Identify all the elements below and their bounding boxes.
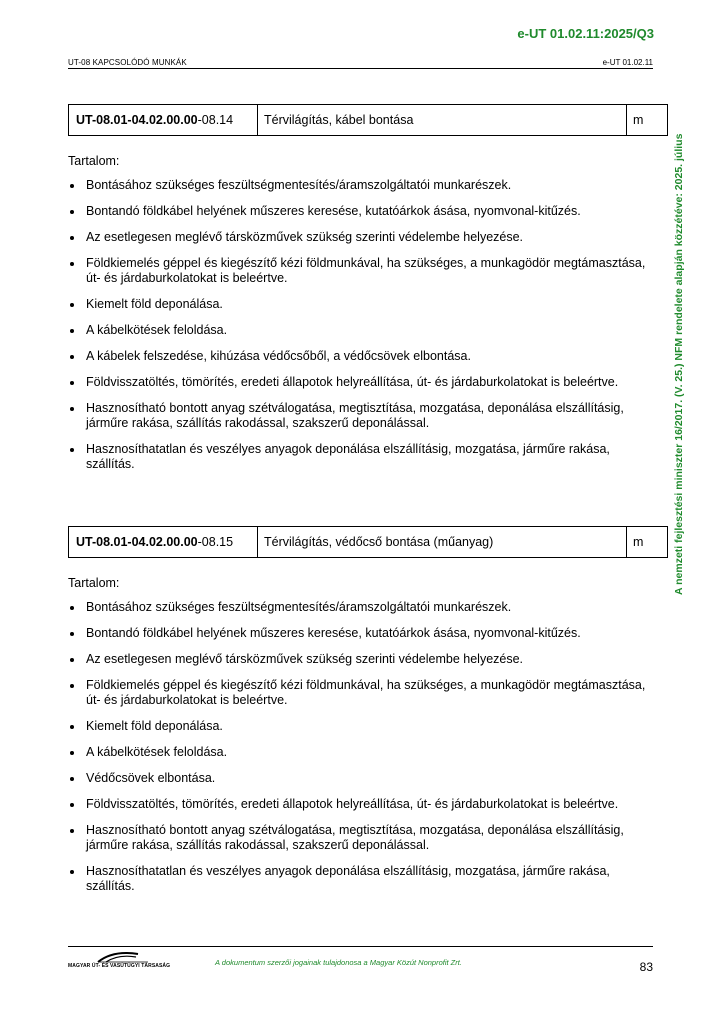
item-code: [69, 105, 258, 135]
item-content: [68, 576, 653, 905]
item-header-box: [68, 526, 668, 558]
list-item: Bontandó földkábel helyének műszeres keresése, kutatóárkok ásása, nyomvonal-kitűzés.: [68, 204, 653, 219]
content-label: Tartalom:: [68, 154, 120, 168]
list-item: Földkiemelés géppel és kiegészítő kézi földmunkával, ha szükséges, a munkagödör megtámasztása, út- és járdaburkolatokat is beleértve.: [68, 678, 653, 708]
content-label: Tartalom:: [68, 576, 120, 590]
running-header-left: UT-08 KAPCSOLÓDÓ MUNKÁK: [68, 58, 187, 67]
item-unit: m: [633, 113, 644, 127]
content-list: [68, 600, 653, 894]
running-header-right: e-UT 01.02.11: [602, 58, 653, 67]
item-header-box: [68, 104, 668, 136]
list-item: Hasznosítható bontott anyag szétválogatása, megtisztítása, mozgatása, deponálása elszállításig, járműre rakása, szállítás rakodással, szakszerű deponálással.: [68, 401, 653, 431]
list-item: A kábelkötések feloldása.: [68, 323, 653, 338]
list-item: A kábelek felszedése, kihúzása védőcsőből, a védőcsövek elbontása.: [68, 349, 653, 364]
content-list: [68, 178, 653, 472]
document-code: e-UT 01.02.11:2025/Q3: [517, 26, 654, 41]
item-content: [68, 154, 653, 483]
item-code-suffix: -08.15: [197, 535, 234, 549]
list-item: Az esetlegesen meglévő társközművek szükség szerinti védelembe helyezése.: [68, 230, 653, 245]
logo-swoosh-icon: [68, 950, 168, 964]
item-unit: m: [633, 535, 644, 549]
list-item: Kiemelt föld deponálása.: [68, 719, 653, 734]
list-item: Hasznosítható bontott anyag szétválogatása, megtisztítása, mozgatása, deponálása elszállításig, járműre rakása, szállítás rakodással, szakszerű deponálással.: [68, 823, 653, 853]
company-logo: [68, 950, 171, 972]
list-item: Hasznosíthatatlan és veszélyes anyagok deponálása elszállításig, mozgatása, járműre rakása, szállítás.: [68, 864, 653, 894]
page-number: 83: [639, 960, 653, 974]
list-item: Kiemelt föld deponálása.: [68, 297, 653, 312]
list-item: Földvisszatöltés, tömörítés, eredeti állapotok helyreállítása, út- és járdaburkolatokat is beleértve.: [68, 797, 653, 812]
item-code: [69, 527, 258, 557]
list-item: Az esetlegesen meglévő társközművek szükség szerinti védelembe helyezése.: [68, 652, 653, 667]
footer-divider: [68, 946, 653, 947]
item-code-main: UT-08.01-04.02.00.00: [76, 113, 198, 127]
running-header: [68, 56, 653, 69]
list-item: Bontásához szükséges feszültségmentesítés/áramszolgáltatói munkarészek.: [68, 600, 653, 615]
publication-side-note: A nemzeti fejlesztési miniszter 16/2017. (V. 25.) NFM rendelete alapján közzétéve: 2025. július: [673, 133, 685, 596]
item-title: Térvilágítás, kábel bontása: [258, 105, 627, 135]
list-item: Hasznosíthatatlan és veszélyes anyagok deponálása elszállításig, mozgatása, járműre rakása, szállítás.: [68, 442, 653, 472]
list-item: A kábelkötések feloldása.: [68, 745, 653, 760]
list-item: Védőcsövek elbontása.: [68, 771, 653, 786]
list-item: Bontásához szükséges feszültségmentesítés/áramszolgáltatói munkarészek.: [68, 178, 653, 193]
item-code-main: UT-08.01-04.02.00.00: [76, 535, 198, 549]
item-code-suffix: -08.14: [197, 113, 234, 127]
item-title: Térvilágítás, védőcső bontása (műanyag): [258, 527, 627, 557]
list-item: Földkiemelés géppel és kiegészítő kézi földmunkával, ha szükséges, a munkagödör megtámasztása, út- és járdaburkolatokat is beleértve.: [68, 256, 653, 286]
logo-text: MAGYAR ÚT- ÉS VASÚTÜGYI TÁRSASÁG: [68, 963, 171, 969]
list-item: Bontandó földkábel helyének műszeres keresése, kutatóárkok ásása, nyomvonal-kitűzés.: [68, 626, 653, 641]
list-item: Földvisszatöltés, tömörítés, eredeti állapotok helyreállítása, út- és járdaburkolatokat is beleértve.: [68, 375, 653, 390]
copyright-notice: A dokumentum szerzői jogainak tulajdonosa a Magyar Közút Nonprofit Zrt.: [215, 958, 462, 967]
